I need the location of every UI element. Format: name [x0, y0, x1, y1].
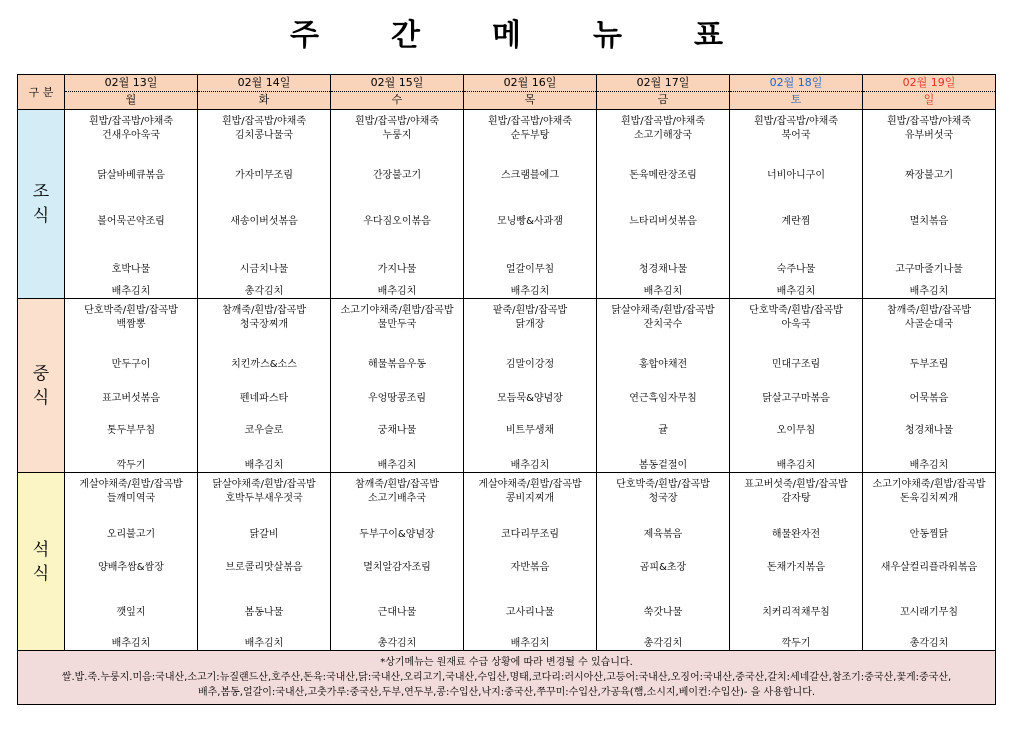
- menu-item: 만두구이: [111, 359, 151, 370]
- menu-item: 참깨죽/흰밥/잡곡밥: [221, 305, 307, 316]
- menu-item: 봄동겉절이: [638, 460, 688, 471]
- menu-item: 돈채가지볶음: [767, 562, 825, 573]
- menu-item: 펜네파스타: [239, 393, 289, 404]
- menu-cell: [65, 299, 198, 473]
- menu-item: 사골순대국: [904, 319, 954, 330]
- menu-item: 흰밥/잡곡밥/야채죽: [753, 116, 839, 127]
- title-char: 간: [391, 18, 420, 53]
- gubun-header: 구 분: [18, 75, 65, 110]
- menu-cell: [331, 110, 464, 299]
- menu-item: 배추김치: [111, 638, 151, 649]
- day-of-week: 화: [258, 93, 270, 106]
- menu-item: 멸치알감자조림: [363, 562, 431, 573]
- menu-item: 볼어묵곤약조림: [97, 216, 165, 227]
- menu-item: 소고기배추국: [368, 493, 426, 504]
- day-of-week: 월: [125, 93, 137, 106]
- notes-line: *상기메뉴는 원재료 수급 상황에 따라 변경될 수 있습니다.: [380, 657, 633, 668]
- meal-label: 조 식: [18, 110, 65, 299]
- day-date: 02월 14일: [198, 75, 330, 92]
- menu-item: 짜장불고기: [904, 170, 954, 181]
- menu-item: 자반볶음: [510, 562, 550, 573]
- menu-item: 가자미무조림: [235, 170, 293, 181]
- menu-item: 간장불고기: [372, 170, 422, 181]
- menu-item: 안동찜닭: [909, 529, 949, 540]
- notes-line: 배추,봄동,얼갈이:국내산,고춧가루:중국산,두부,연두부,콩:수입산,낙지:중국산,쭈꾸미:수입산,가공육(햄,소시지,베이컨:수입산)- 을 사용합니다.: [197, 687, 816, 698]
- menu-item: 치킨까스&소스: [231, 359, 297, 370]
- menu-item: 홍합야채전: [638, 359, 688, 370]
- origin-notes: [18, 651, 996, 705]
- menu-item: 배추김치: [909, 460, 949, 471]
- menu-item: 돈육메란장조림: [629, 170, 697, 181]
- title-char: 표: [693, 18, 723, 53]
- menu-item: 청국장찌개: [239, 319, 289, 330]
- day-of-week: 토: [790, 93, 802, 106]
- menu-cell: [198, 299, 331, 473]
- menu-item: 표고버섯죽/흰밥/잡곡밥: [744, 479, 848, 490]
- menu-item: 꼬시래기무침: [900, 607, 958, 618]
- menu-item: 총각김치: [909, 638, 949, 649]
- day-date: 02월 18일: [730, 75, 862, 92]
- menu-item: 김말이강정: [505, 359, 555, 370]
- day-date: 02월 16일: [464, 75, 596, 92]
- menu-item: 닭살고구마볶음: [762, 393, 830, 404]
- menu-item: 건새우아욱국: [102, 130, 160, 141]
- menu-item: 고구마줄기나물: [895, 264, 963, 275]
- menu-cell: [597, 473, 730, 651]
- menu-item: 총각김치: [643, 638, 683, 649]
- menu-cell: [730, 110, 863, 299]
- title-char: 메: [492, 18, 521, 53]
- menu-item: 느타리버섯볶음: [629, 216, 697, 227]
- menu-item: 숙주나물: [776, 264, 816, 275]
- meal-label: 중 식: [18, 299, 65, 473]
- day-of-week: 목: [524, 93, 536, 106]
- menu-item: 깍두기: [116, 460, 146, 471]
- menu-item: 총각김치: [244, 286, 284, 297]
- menu-item: 코우슬로: [244, 425, 284, 436]
- menu-item: 연근흑임자무침: [629, 393, 697, 404]
- menu-item: 흰밥/잡곡밥/야채죽: [620, 116, 706, 127]
- menu-item: 오이무침: [776, 425, 816, 436]
- menu-item: 귤: [658, 425, 668, 436]
- day-header: [65, 75, 198, 110]
- menu-item: 게살야채죽/흰밥/잡곡밥: [478, 479, 582, 490]
- day-header: [331, 75, 464, 110]
- menu-item: 누룽지: [382, 130, 412, 141]
- menu-item: 계란찜: [781, 216, 811, 227]
- menu-cell: [863, 473, 996, 651]
- menu-item: 청경채나물: [904, 425, 954, 436]
- menu-item: 북어국: [781, 130, 811, 141]
- menu-item: 배추김치: [510, 286, 550, 297]
- menu-cell: [198, 473, 331, 651]
- menu-item: 청경채나물: [638, 264, 688, 275]
- meal-row-breakfast: [18, 110, 996, 299]
- menu-cell: [464, 299, 597, 473]
- menu-item: 모듬묵&양념장: [497, 393, 563, 404]
- menu-item: 배추김치: [510, 638, 550, 649]
- menu-item: 깻잎지: [116, 607, 146, 618]
- menu-item: 고사리나물: [505, 607, 555, 618]
- menu-table: [17, 74, 996, 705]
- menu-item: 오리불고기: [106, 529, 156, 540]
- menu-item: 단호박죽/흰밥/잡곡밥: [749, 305, 843, 316]
- menu-item: 순두부탕: [510, 130, 550, 141]
- menu-item: 흰밥/잡곡밥/야채죽: [354, 116, 440, 127]
- header-row: [18, 75, 996, 110]
- menu-item: 모닝빵&사과잼: [497, 216, 563, 227]
- menu-item: 참깨죽/흰밥/잡곡밥: [354, 479, 440, 490]
- menu-item: 스크램블에그: [501, 170, 559, 181]
- menu-item: 너비아니구이: [767, 170, 825, 181]
- menu-item: 해물볶음우동: [368, 359, 426, 370]
- day-date: 02월 15일: [331, 75, 463, 92]
- menu-item: 소고기해장국: [634, 130, 692, 141]
- menu-item: 배추김치: [776, 460, 816, 471]
- menu-cell: [464, 110, 597, 299]
- menu-item: 닭살야채죽/흰밥/잡곡밥: [611, 305, 715, 316]
- day-of-week: 금: [657, 93, 669, 106]
- menu-item: 들깨미역국: [106, 493, 156, 504]
- menu-item: 새우살컬리플라워볶음: [880, 562, 978, 573]
- menu-item: 봄동나물: [244, 607, 284, 618]
- menu-item: 배추김치: [377, 286, 417, 297]
- menu-item: 흰밥/잡곡밥/야채죽: [886, 116, 972, 127]
- menu-item: 가지나물: [377, 264, 417, 275]
- menu-item: 흰밥/잡곡밥/야채죽: [487, 116, 573, 127]
- menu-item: 양배추쌈&쌈장: [98, 562, 164, 573]
- day-date: 02월 17일: [597, 75, 729, 92]
- menu-item: 배추김치: [776, 286, 816, 297]
- menu-item: 시금치나물: [239, 264, 289, 275]
- menu-item: 참깨죽/흰밥/잡곡밥: [886, 305, 972, 316]
- menu-item: 돈육김치찌개: [900, 493, 958, 504]
- day-header: [863, 75, 996, 110]
- menu-item: 어묵볶음: [909, 393, 949, 404]
- menu-item: 비트무생채: [505, 425, 555, 436]
- menu-item: 새송이버섯볶음: [230, 216, 298, 227]
- menu-item: 해물완자전: [771, 529, 821, 540]
- menu-item: 곰피&초장: [639, 562, 687, 573]
- day-date: 02월 13일: [65, 75, 197, 92]
- menu-item: 소고기야채죽/흰밥/잡곡밥: [340, 305, 454, 316]
- menu-item: 코다리무조림: [501, 529, 559, 540]
- menu-item: 깍두기: [781, 638, 811, 649]
- menu-item: 닭개장: [515, 319, 545, 330]
- menu-item: 얼갈이무침: [505, 264, 555, 275]
- menu-item: 배추김치: [111, 286, 151, 297]
- menu-item: 두부구이&양념장: [359, 529, 435, 540]
- menu-item: 톳두부무침: [106, 425, 156, 436]
- menu-cell: [331, 299, 464, 473]
- menu-item: 흰밥/잡곡밥/야채죽: [221, 116, 307, 127]
- menu-item: 우엉땅콩조림: [368, 393, 426, 404]
- title-char: 뉴: [592, 18, 622, 53]
- day-header: [730, 75, 863, 110]
- menu-cell: [597, 299, 730, 473]
- menu-item: 표고버섯볶음: [102, 393, 160, 404]
- menu-item: 닭살바베큐볶음: [97, 170, 165, 181]
- meal-row-dinner: [18, 473, 996, 651]
- menu-item: 콩비지찌개: [505, 493, 555, 504]
- menu-cell: [198, 110, 331, 299]
- menu-cell: [863, 110, 996, 299]
- menu-item: 팥죽/흰밥/잡곡밥: [492, 305, 568, 316]
- menu-item: 단호박죽/흰밥/잡곡밥: [84, 305, 178, 316]
- menu-item: 치커리적채무침: [762, 607, 830, 618]
- day-header: [597, 75, 730, 110]
- notes-line: 쌀.밥.죽.누룽지.미음:국내산,소고기:뉴질랜드산,호주산,돈육:국내산,닭:국내산,오리고기,국내산,수입산,명태,코다리:러시아산,고등어:국내산,오징어:국내산,중국산,갈치:세네갈산,참조기:중국산,꽃게:중국산,: [61, 672, 952, 683]
- menu-item: 총각김치: [377, 638, 417, 649]
- menu-item: 우다짐오이볶음: [363, 216, 431, 227]
- menu-item: 게살야채죽/흰밥/잡곡밥: [79, 479, 183, 490]
- menu-item: 배추김치: [909, 286, 949, 297]
- menu-item: 흰밥/잡곡밥/야채죽: [88, 116, 174, 127]
- day-header: [464, 75, 597, 110]
- menu-item: 호박나물: [111, 264, 151, 275]
- menu-cell: [597, 110, 730, 299]
- title-char: 주: [290, 18, 320, 53]
- menu-item: 배추김치: [244, 460, 284, 471]
- meal-row-lunch: [18, 299, 996, 473]
- menu-item: 잔치국수: [643, 319, 683, 330]
- day-header: [198, 75, 331, 110]
- menu-item: 멸치볶음: [909, 216, 949, 227]
- menu-cell: [65, 473, 198, 651]
- day-date: 02월 19일: [863, 75, 995, 92]
- menu-cell: [863, 299, 996, 473]
- day-of-week: 일: [923, 93, 935, 106]
- menu-item: 아욱국: [781, 319, 811, 330]
- menu-cell: [730, 299, 863, 473]
- menu-item: 백짬뽕: [116, 319, 146, 330]
- menu-item: 배추김치: [377, 460, 417, 471]
- menu-item: 제육볶음: [643, 529, 683, 540]
- day-of-week: 수: [391, 93, 403, 106]
- menu-item: 호박두부새우젓국: [225, 493, 303, 504]
- menu-cell: [730, 473, 863, 651]
- menu-item: 소고기야채죽/흰밥/잡곡밥: [872, 479, 986, 490]
- menu-item: 닭갈비: [249, 529, 279, 540]
- menu-cell: [65, 110, 198, 299]
- menu-item: 유부버섯국: [904, 130, 954, 141]
- menu-item: 감자탕: [781, 493, 811, 504]
- menu-cell: [464, 473, 597, 651]
- meal-label: 석 식: [18, 473, 65, 651]
- menu-item: 물만두국: [377, 319, 417, 330]
- notes-row: [18, 651, 996, 705]
- menu-item: 단호박죽/흰밥/잡곡밥: [616, 479, 710, 490]
- menu-item: 궁채나물: [377, 425, 417, 436]
- page-title: [0, 10, 1013, 54]
- menu-cell: [331, 473, 464, 651]
- menu-item: 배추김치: [244, 638, 284, 649]
- menu-item: 배추김치: [510, 460, 550, 471]
- menu-item: 브로콜리맛살볶음: [225, 562, 303, 573]
- menu-item: 청국장: [648, 493, 678, 504]
- menu-item: 김치콩나물국: [235, 130, 293, 141]
- menu-item: 쑥갓나물: [643, 607, 683, 618]
- menu-item: 근대나물: [377, 607, 417, 618]
- menu-item: 배추김치: [643, 286, 683, 297]
- menu-item: 민대구조림: [771, 359, 821, 370]
- menu-item: 닭살야채죽/흰밥/잡곡밥: [212, 479, 316, 490]
- menu-item: 두부조림: [909, 359, 949, 370]
